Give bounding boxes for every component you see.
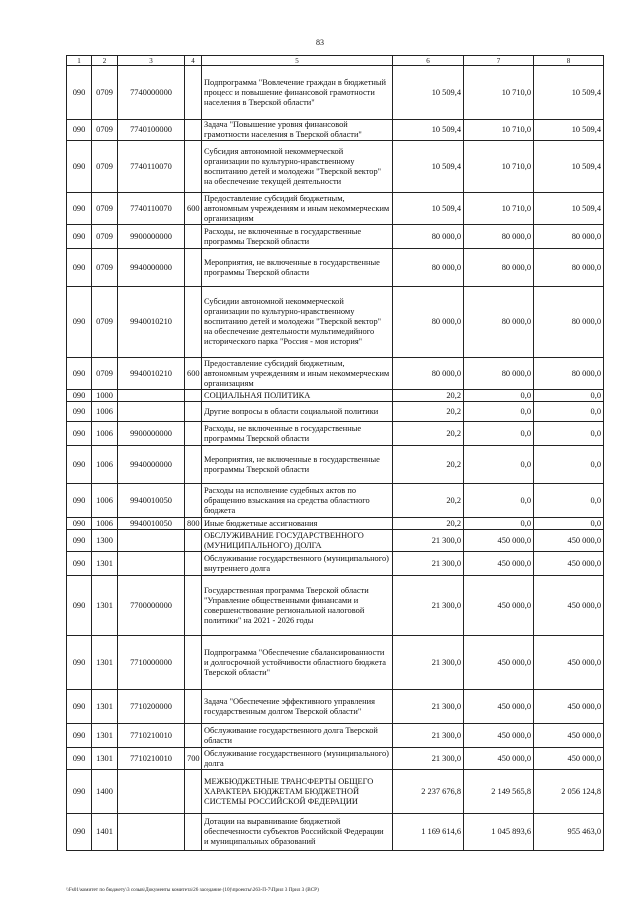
cell-amount-2022: 21 300,0 <box>393 576 464 636</box>
cell-section: 1301 <box>92 636 118 690</box>
cell-grbs: 090 <box>67 770 92 814</box>
cell-amount-2023: 450 000,0 <box>464 690 534 724</box>
cell-amount-2023: 2 149 565,8 <box>464 770 534 814</box>
cell-grbs: 090 <box>67 636 92 690</box>
cell-amount-2022: 20,2 <box>393 518 464 530</box>
cell-target-article: 7710210010 <box>118 748 185 770</box>
table-row <box>67 636 604 690</box>
header-cell-1: 1 <box>67 56 92 66</box>
cell-expense-type <box>185 770 202 814</box>
cell-grbs: 090 <box>67 402 92 422</box>
cell-target-article: 7740110070 <box>118 193 185 225</box>
cell-grbs: 090 <box>67 390 92 402</box>
cell-amount-2022: 21 300,0 <box>393 636 464 690</box>
cell-amount-2022: 20,2 <box>393 422 464 446</box>
cell-amount-2022: 20,2 <box>393 390 464 402</box>
cell-amount-2023: 0,0 <box>464 518 534 530</box>
cell-section: 0709 <box>92 249 118 287</box>
table-row <box>67 552 604 576</box>
cell-description: Обслуживание государственного долга Тверской области <box>202 724 393 748</box>
cell-expense-type <box>185 402 202 422</box>
cell-amount-2024: 0,0 <box>534 484 604 518</box>
header-cell-4: 4 <box>185 56 202 66</box>
cell-section: 1400 <box>92 770 118 814</box>
table-row <box>67 287 604 358</box>
cell-expense-type <box>185 141 202 193</box>
cell-description: Подпрограмма "Вовлечение граждан в бюджетный процесс и повышение финансовой грамотности населения в Тверской области" <box>202 66 393 120</box>
cell-amount-2022: 21 300,0 <box>393 552 464 576</box>
cell-description: Мероприятия, не включенные в государственные программы Тверской области <box>202 249 393 287</box>
cell-target-article: 9940010210 <box>118 358 185 390</box>
cell-description: Предоставление субсидий бюджетным, автономным учреждениям и иным некоммерческим организациям <box>202 193 393 225</box>
table-row <box>67 193 604 225</box>
cell-grbs: 090 <box>67 446 92 484</box>
table-row <box>67 249 604 287</box>
cell-amount-2023: 10 710,0 <box>464 141 534 193</box>
cell-target-article <box>118 770 185 814</box>
cell-amount-2022: 10 509,4 <box>393 120 464 141</box>
footer-file-path: \\Fs01\комитет по бюджету\3 созыв\Документы комитета\26 заседание (10)\проекты\263-П-7\Прил 3 Прил 3 (ВСР) <box>66 887 319 893</box>
cell-expense-type: 600 <box>185 193 202 225</box>
page-number: 83 <box>316 38 324 47</box>
cell-description: Субсидии автономной некоммерческой организации по культурно-нравственному воспитанию детей и молодежи "Тверской вектор" на обеспечение деятельности мультимедийного исторического парка "Россия - моя история" <box>202 287 393 358</box>
cell-amount-2022: 80 000,0 <box>393 287 464 358</box>
cell-amount-2022: 20,2 <box>393 484 464 518</box>
cell-amount-2023: 450 000,0 <box>464 576 534 636</box>
cell-section: 0709 <box>92 66 118 120</box>
header-cell-7: 7 <box>464 56 534 66</box>
table-row <box>67 748 604 770</box>
cell-target-article: 9900000000 <box>118 422 185 446</box>
table-row <box>67 484 604 518</box>
table-row <box>67 576 604 636</box>
cell-amount-2023: 450 000,0 <box>464 748 534 770</box>
cell-grbs: 090 <box>67 120 92 141</box>
cell-amount-2024: 10 509,4 <box>534 120 604 141</box>
cell-amount-2023: 80 000,0 <box>464 287 534 358</box>
cell-expense-type <box>185 814 202 851</box>
cell-expense-type <box>185 724 202 748</box>
cell-section: 1301 <box>92 690 118 724</box>
cell-amount-2023: 80 000,0 <box>464 358 534 390</box>
table-row <box>67 422 604 446</box>
cell-amount-2024: 80 000,0 <box>534 249 604 287</box>
cell-section: 1006 <box>92 402 118 422</box>
cell-grbs: 090 <box>67 249 92 287</box>
cell-grbs: 090 <box>67 552 92 576</box>
cell-target-article: 7710200000 <box>118 690 185 724</box>
cell-grbs: 090 <box>67 141 92 193</box>
cell-grbs: 090 <box>67 690 92 724</box>
cell-grbs: 090 <box>67 66 92 120</box>
cell-grbs: 090 <box>67 287 92 358</box>
cell-amount-2023: 10 710,0 <box>464 120 534 141</box>
cell-amount-2022: 80 000,0 <box>393 358 464 390</box>
table-row <box>67 141 604 193</box>
cell-target-article: 9940000000 <box>118 446 185 484</box>
cell-amount-2022: 2 237 676,8 <box>393 770 464 814</box>
cell-amount-2024: 450 000,0 <box>534 576 604 636</box>
cell-section: 1006 <box>92 422 118 446</box>
cell-expense-type: 700 <box>185 748 202 770</box>
cell-section: 1006 <box>92 518 118 530</box>
cell-amount-2024: 450 000,0 <box>534 748 604 770</box>
cell-description: Расходы на исполнение судебных актов по обращению взыскания на средства областного бюджета <box>202 484 393 518</box>
cell-target-article: 9900000000 <box>118 225 185 249</box>
cell-description: Подпрограмма "Обеспечение сбалансированности и долгосрочной устойчивости областного бюджета Тверской области" <box>202 636 393 690</box>
cell-description: Расходы, не включенные в государственные программы Тверской области <box>202 225 393 249</box>
cell-amount-2024: 450 000,0 <box>534 552 604 576</box>
cell-amount-2024: 0,0 <box>534 390 604 402</box>
cell-expense-type <box>185 249 202 287</box>
cell-target-article <box>118 530 185 552</box>
cell-target-article: 7700000000 <box>118 576 185 636</box>
cell-amount-2024: 450 000,0 <box>534 530 604 552</box>
cell-amount-2024: 10 509,4 <box>534 66 604 120</box>
cell-expense-type <box>185 287 202 358</box>
cell-amount-2023: 10 710,0 <box>464 193 534 225</box>
cell-expense-type <box>185 576 202 636</box>
cell-grbs: 090 <box>67 530 92 552</box>
cell-description: Государственная программа Тверской области "Управление общественными финансами и совершенствование региональной налоговой политики" на 2021 - 2026 годы <box>202 576 393 636</box>
cell-grbs: 090 <box>67 358 92 390</box>
cell-amount-2022: 80 000,0 <box>393 249 464 287</box>
cell-expense-type <box>185 120 202 141</box>
cell-description: ОБСЛУЖИВАНИЕ ГОСУДАРСТВЕННОГО (МУНИЦИПАЛЬНОГО) ДОЛГА <box>202 530 393 552</box>
cell-amount-2022: 10 509,4 <box>393 66 464 120</box>
cell-section: 1301 <box>92 748 118 770</box>
cell-expense-type <box>185 484 202 518</box>
cell-amount-2023: 0,0 <box>464 402 534 422</box>
cell-section: 0709 <box>92 287 118 358</box>
cell-description: Задача "Обеспечение эффективного управления государственным долгом Тверской области" <box>202 690 393 724</box>
cell-amount-2023: 80 000,0 <box>464 249 534 287</box>
cell-amount-2023: 0,0 <box>464 422 534 446</box>
cell-amount-2024: 80 000,0 <box>534 225 604 249</box>
cell-amount-2022: 10 509,4 <box>393 193 464 225</box>
table-row <box>67 690 604 724</box>
cell-expense-type <box>185 636 202 690</box>
cell-description: Обслуживание государственного (муниципального) долга <box>202 748 393 770</box>
cell-grbs: 090 <box>67 422 92 446</box>
cell-grbs: 090 <box>67 225 92 249</box>
cell-target-article: 7740110070 <box>118 141 185 193</box>
cell-grbs: 090 <box>67 484 92 518</box>
cell-description: Другие вопросы в области социальной политики <box>202 402 393 422</box>
cell-amount-2023: 10 710,0 <box>464 66 534 120</box>
table-row <box>67 530 604 552</box>
table-row <box>67 446 604 484</box>
header-cell-3: 3 <box>118 56 185 66</box>
cell-section: 1006 <box>92 484 118 518</box>
cell-section: 1300 <box>92 530 118 552</box>
cell-section: 0709 <box>92 141 118 193</box>
cell-amount-2022: 10 509,4 <box>393 141 464 193</box>
cell-target-article <box>118 552 185 576</box>
cell-amount-2023: 450 000,0 <box>464 530 534 552</box>
header-cell-6: 6 <box>393 56 464 66</box>
cell-target-article: 7710210010 <box>118 724 185 748</box>
cell-amount-2023: 0,0 <box>464 390 534 402</box>
cell-target-article <box>118 814 185 851</box>
cell-target-article: 9940010050 <box>118 484 185 518</box>
cell-section: 1006 <box>92 446 118 484</box>
cell-amount-2022: 20,2 <box>393 402 464 422</box>
cell-description: Субсидия автономной некоммерческой организации по культурно-нравственному воспитанию детей и молодежи "Тверской вектор" на обеспечение текущей деятельности <box>202 141 393 193</box>
cell-amount-2024: 80 000,0 <box>534 358 604 390</box>
cell-expense-type <box>185 390 202 402</box>
cell-target-article <box>118 390 185 402</box>
cell-target-article: 9940010210 <box>118 287 185 358</box>
cell-amount-2023: 1 045 893,6 <box>464 814 534 851</box>
cell-section: 1401 <box>92 814 118 851</box>
cell-amount-2022: 21 300,0 <box>393 724 464 748</box>
cell-amount-2022: 20,2 <box>393 446 464 484</box>
cell-amount-2024: 0,0 <box>534 446 604 484</box>
cell-amount-2022: 80 000,0 <box>393 225 464 249</box>
cell-amount-2022: 1 169 614,6 <box>393 814 464 851</box>
table-row <box>67 770 604 814</box>
cell-amount-2023: 450 000,0 <box>464 552 534 576</box>
cell-grbs: 090 <box>67 193 92 225</box>
table-row <box>67 402 604 422</box>
header-cell-5: 5 <box>202 56 393 66</box>
table-row <box>67 120 604 141</box>
cell-target-article: 7710000000 <box>118 636 185 690</box>
cell-amount-2023: 450 000,0 <box>464 724 534 748</box>
table-row <box>67 814 604 851</box>
cell-description: Задача "Повышение уровня финансовой грамотности населения в Тверской области" <box>202 120 393 141</box>
cell-amount-2024: 2 056 124,8 <box>534 770 604 814</box>
cell-expense-type <box>185 530 202 552</box>
cell-expense-type <box>185 225 202 249</box>
cell-target-article: 9940000000 <box>118 249 185 287</box>
cell-expense-type: 800 <box>185 518 202 530</box>
cell-amount-2024: 450 000,0 <box>534 636 604 690</box>
cell-section: 1301 <box>92 724 118 748</box>
table-row <box>67 225 604 249</box>
cell-description: Дотации на выравнивание бюджетной обеспеченности субъектов Российской Федерации и муниципальных образований <box>202 814 393 851</box>
cell-grbs: 090 <box>67 576 92 636</box>
cell-amount-2023: 80 000,0 <box>464 225 534 249</box>
cell-amount-2024: 450 000,0 <box>534 724 604 748</box>
cell-description: Мероприятия, не включенные в государственные программы Тверской области <box>202 446 393 484</box>
cell-amount-2024: 0,0 <box>534 422 604 446</box>
cell-grbs: 090 <box>67 518 92 530</box>
cell-amount-2023: 450 000,0 <box>464 636 534 690</box>
cell-amount-2022: 21 300,0 <box>393 530 464 552</box>
table-row <box>67 390 604 402</box>
cell-amount-2024: 955 463,0 <box>534 814 604 851</box>
cell-section: 1000 <box>92 390 118 402</box>
cell-section: 0709 <box>92 358 118 390</box>
cell-grbs: 090 <box>67 748 92 770</box>
cell-amount-2023: 0,0 <box>464 446 534 484</box>
cell-expense-type <box>185 446 202 484</box>
cell-description: МЕЖБЮДЖЕТНЫЕ ТРАНСФЕРТЫ ОБЩЕГО ХАРАКТЕРА БЮДЖЕТАМ БЮДЖЕТНОЙ СИСТЕМЫ РОССИЙСКОЙ ФЕДЕРАЦИИ <box>202 770 393 814</box>
table-header-row <box>67 56 604 66</box>
cell-amount-2022: 21 300,0 <box>393 748 464 770</box>
header-cell-2: 2 <box>92 56 118 66</box>
cell-section: 0709 <box>92 193 118 225</box>
cell-section: 1301 <box>92 576 118 636</box>
cell-target-article: 9940010050 <box>118 518 185 530</box>
cell-expense-type <box>185 552 202 576</box>
cell-amount-2024: 10 509,4 <box>534 141 604 193</box>
budget-table <box>66 55 604 851</box>
cell-expense-type <box>185 422 202 446</box>
cell-description: СОЦИАЛЬНАЯ ПОЛИТИКА <box>202 390 393 402</box>
cell-amount-2023: 0,0 <box>464 484 534 518</box>
cell-section: 0709 <box>92 120 118 141</box>
cell-amount-2024: 0,0 <box>534 402 604 422</box>
cell-grbs: 090 <box>67 724 92 748</box>
cell-amount-2024: 80 000,0 <box>534 287 604 358</box>
table-row <box>67 358 604 390</box>
cell-expense-type <box>185 66 202 120</box>
cell-target-article: 7740000000 <box>118 66 185 120</box>
cell-amount-2024: 0,0 <box>534 518 604 530</box>
cell-target-article: 7740100000 <box>118 120 185 141</box>
cell-section: 1301 <box>92 552 118 576</box>
cell-description: Иные бюджетные ассигнования <box>202 518 393 530</box>
cell-target-article <box>118 402 185 422</box>
table-row <box>67 724 604 748</box>
header-cell-8: 8 <box>534 56 604 66</box>
cell-amount-2024: 10 509,4 <box>534 193 604 225</box>
table-row <box>67 518 604 530</box>
cell-grbs: 090 <box>67 814 92 851</box>
cell-description: Обслуживание государственного (муниципального) внутреннего долга <box>202 552 393 576</box>
cell-description: Расходы, не включенные в государственные программы Тверской области <box>202 422 393 446</box>
cell-section: 0709 <box>92 225 118 249</box>
table-row <box>67 66 604 120</box>
cell-amount-2022: 21 300,0 <box>393 690 464 724</box>
cell-description: Предоставление субсидий бюджетным, автономным учреждениям и иным некоммерческим организациям <box>202 358 393 390</box>
cell-expense-type <box>185 690 202 724</box>
cell-expense-type: 600 <box>185 358 202 390</box>
cell-amount-2024: 450 000,0 <box>534 690 604 724</box>
